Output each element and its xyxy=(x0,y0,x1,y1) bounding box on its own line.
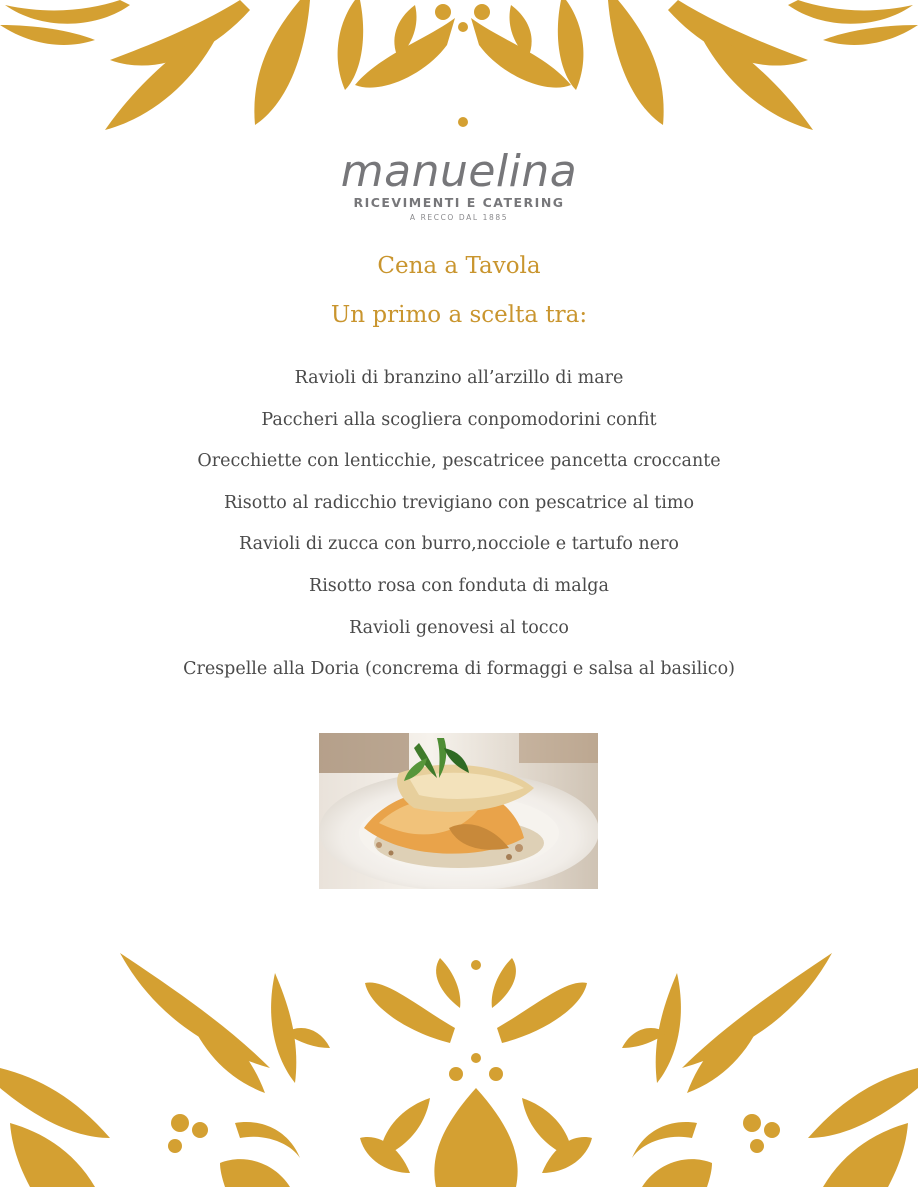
logo-wordmark: manuelina xyxy=(340,146,578,197)
menu-item: Ravioli di branzino all’arzillo di mare xyxy=(294,368,624,388)
logo-subtitle: RICEVIMENTI E CATERING xyxy=(353,195,565,210)
dish-photo xyxy=(319,733,598,889)
menu-title: Cena a Tavola xyxy=(377,253,541,279)
menu-item: Ravioli genovesi al tocco xyxy=(349,617,569,638)
top-floral-ornament xyxy=(0,0,918,140)
logo-tagline: A RECCO DAL 1885 xyxy=(409,213,509,222)
menu-item: Risotto rosa con fonduta di malga xyxy=(309,575,609,596)
menu-item: Ravioli di zucca con burro,nocciole e tartufo nero xyxy=(239,534,679,555)
menu-subtitle: Un primo a scelta tra: xyxy=(330,302,588,328)
menu-list xyxy=(0,364,918,697)
menu-item: Risotto al radicchio trevigiano con pescatrice al timo xyxy=(223,492,695,513)
brand-logo xyxy=(0,148,918,223)
menu-item: Crespelle alla Doria (concrema di formaggi e salsa al basilico) xyxy=(183,659,735,680)
bottom-floral-ornament xyxy=(0,948,918,1187)
menu-item: Orecchiette con lenticchie, pescatricee pancetta croccante xyxy=(197,451,721,472)
menu-item: Paccheri alla scogliera conpomodorini confit xyxy=(261,409,657,430)
